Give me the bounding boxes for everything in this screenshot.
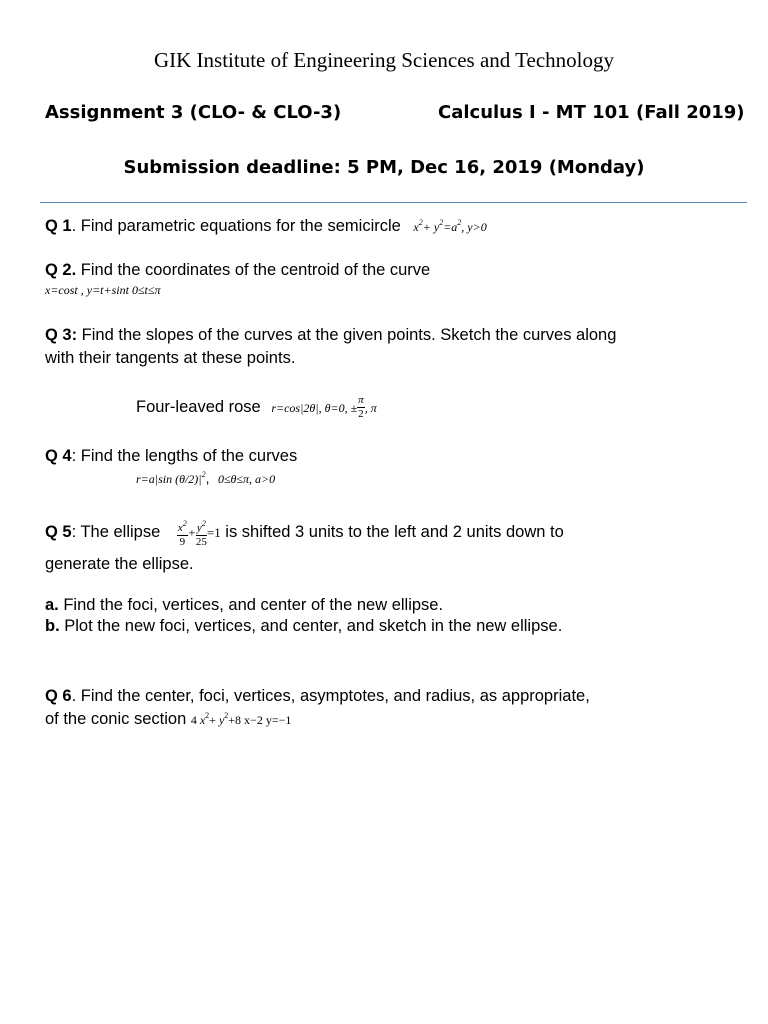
q5-a-text: Find the foci, vertices, and center of the new ellipse. [58,596,444,614]
q1-label: Q 1 [45,217,72,235]
q4-comma: , [205,470,210,486]
q3-frac-den: 2 [358,408,364,420]
q1-text: . Find parametric equations for the semicircle [71,217,401,235]
institute-title: GIK Institute of Engineering Sciences and Technology [153,48,615,72]
q5-text: : The ellipse [71,523,161,541]
q2-label: Q 2. [45,261,77,279]
q4-math-pre: r=a|sin (θ/2)| [136,472,202,486]
q3-text-line1: Find the slopes of the curves at the given points. Sketch the curves along [77,326,617,344]
question-3 [45,326,616,345]
header-divider [40,202,747,203]
q3-text-line2: with their tangents at these points. [45,349,296,367]
q5-frac-x: $\frac{x^2}{9}$ [177,518,187,548]
q5-frac-x-den: 9 [179,535,186,548]
q2-text: Find the coordinates of the centroid of the curve [76,261,431,279]
q5-label: Q 5 [45,523,72,541]
q3-fraction [357,394,365,421]
q3-rose-label: Four-leaved rose [136,397,261,416]
q6-math: 4 $x^2+ y^2+8$ x−2 y=−1 [190,711,292,727]
q1-math: $x^2+ y^2=a^2$, y>0 [413,218,487,234]
q4-label: Q 4 [45,447,72,465]
q5-frac-y-den: 25 [195,535,207,548]
question-4 [45,447,297,466]
submission-deadline: Submission deadline: 5 PM, Dec 16, 2019 (Monday) [123,157,645,178]
q4-math-exp: 2 [201,470,206,479]
question-5: Q 5: The ellipse $\frac{x^2}{9}$ + $\frac{y^2}{25}$ =1 is shifted 3 units to the left and 2 units down to [45,518,564,548]
q1-math-tail: , y>0 [461,220,487,234]
assignment-title: Assignment 3 (CLO- & CLO-3) [45,102,342,123]
q3-label: Q 3: [45,326,78,344]
q3-math-post: , π [364,400,377,415]
course-title: Calculus I - MT 101 (Fall 2019) [438,102,745,123]
q5-frac-y: $\frac{y^2}{25}$ [195,518,207,548]
q5-part-b [45,617,562,636]
q6-text-line2: of the conic section [45,710,187,728]
q3-frac-num: π [358,394,364,406]
q6-label: Q 6 [45,687,72,705]
q5-b-text: Plot the new foci, vertices, and center, and sketch in the new ellipse. [59,617,563,635]
question-2 [45,261,430,280]
q5-b-label: b. [45,617,60,635]
q4-math [136,470,275,488]
q6-line2 [45,710,291,729]
q5-part-a [45,596,443,615]
question-1 [45,217,487,236]
q6-text-line1: . Find the center, foci, vertices, asymptotes, and radius, as appropriate, [71,687,590,705]
q3-math-pre: r=cos|2θ|, θ=0, ± [271,400,358,415]
q5-text-line2: generate the ellipse. [45,555,194,573]
q6-math-end: +8 x−2 y=−1 [228,713,292,727]
q3-rose [136,394,377,421]
q5-eq-one: =1 [206,525,221,540]
q5-a-label: a. [45,596,59,614]
question-6 [45,687,590,706]
q4-math-post: 0≤θ≤π, a>0 [217,472,276,486]
q4-text: : Find the lengths of the curves [71,447,298,465]
q2-math: x=cost , y=t+sint 0≤t≤π [45,283,161,297]
q5-text-after: is shifted 3 units to the left and 2 units down to [220,523,564,541]
